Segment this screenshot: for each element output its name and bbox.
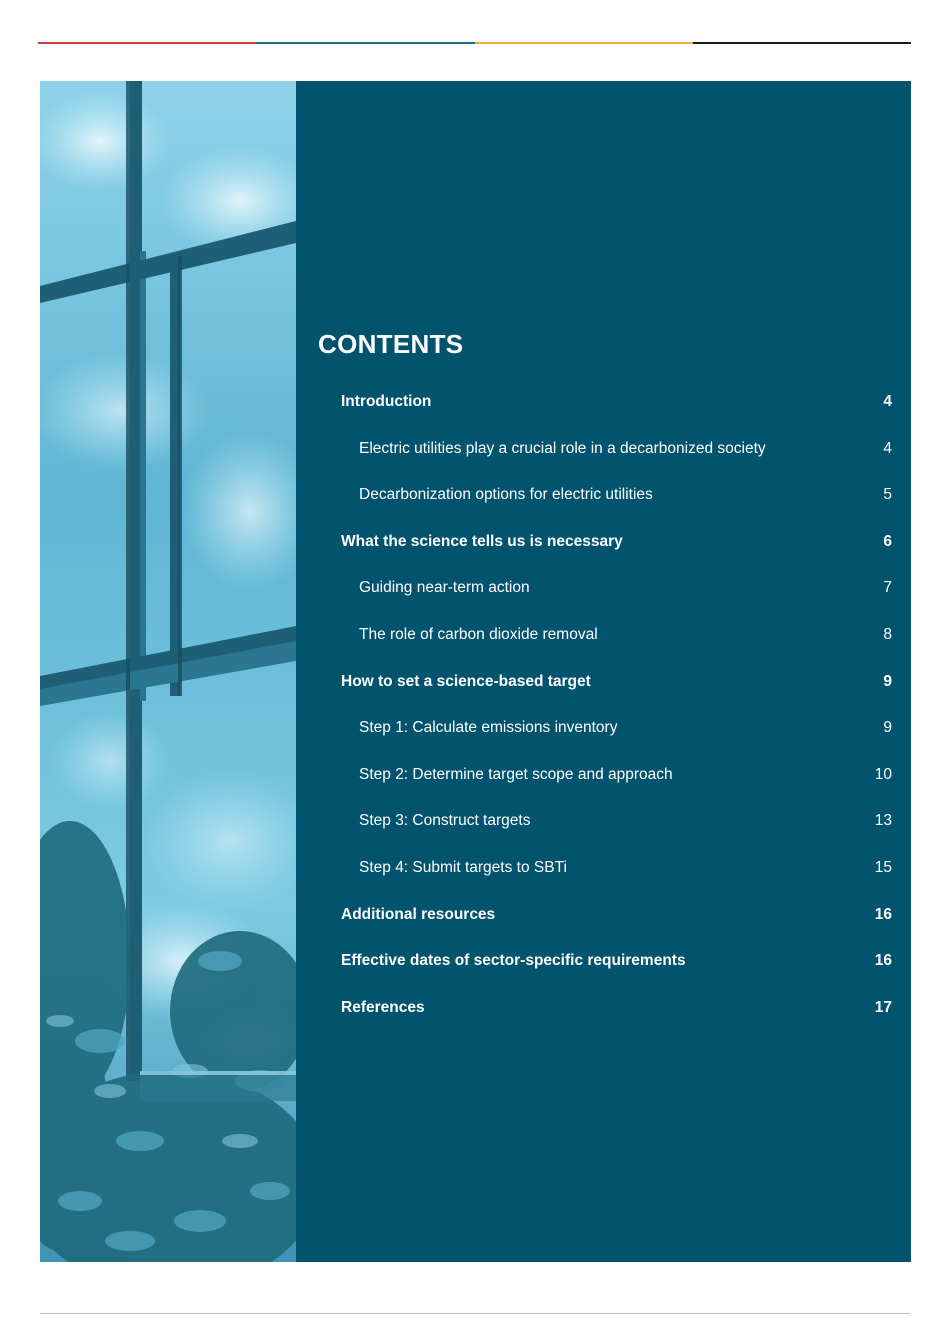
- toc-entry-label: Step 2: Determine target scope and approach: [359, 765, 673, 783]
- toc-subsection-entry[interactable]: [296, 440, 911, 487]
- toc-section-entry[interactable]: [296, 952, 911, 999]
- toc-page-number: 5: [883, 486, 892, 504]
- toc-subsection-entry[interactable]: [296, 719, 911, 766]
- toc-page-number: 15: [874, 858, 892, 876]
- table-of-contents: [296, 393, 911, 1045]
- toc-page-number: 16: [874, 905, 892, 923]
- toc-entry-label: Step 3: Construct targets: [359, 812, 531, 830]
- toc-entry-label: Step 4: Submit targets to SBTi: [359, 858, 567, 876]
- contents-title: CONTENTS: [318, 329, 464, 359]
- toc-subsection-entry[interactable]: [296, 626, 911, 673]
- top-color-rule: [38, 42, 911, 44]
- toc-entry-label: Decarbonization options for electric utilities: [359, 486, 653, 504]
- toc-entry-label: Guiding near-term action: [359, 579, 530, 597]
- toc-entry-label: Electric utilities play a crucial role in a decarbonized society: [359, 439, 766, 457]
- toc-section-entry[interactable]: [296, 533, 911, 580]
- toc-page-number: 13: [874, 812, 892, 830]
- toc-subsection-entry[interactable]: [296, 812, 911, 859]
- toc-page-number: 6: [883, 532, 892, 550]
- toc-page-number: 4: [883, 439, 892, 457]
- rule-segment-teal: [256, 42, 474, 44]
- window-plants-photo: [40, 81, 296, 1262]
- toc-section-entry[interactable]: [296, 393, 911, 440]
- toc-subsection-entry[interactable]: [296, 579, 911, 626]
- toc-section-entry[interactable]: [296, 673, 911, 720]
- toc-page-number: 9: [883, 672, 892, 690]
- toc-section-entry[interactable]: [296, 999, 911, 1046]
- toc-section-entry[interactable]: [296, 906, 911, 953]
- toc-subsection-entry[interactable]: [296, 859, 911, 906]
- rule-segment-black: [693, 42, 911, 44]
- toc-entry-label: Additional resources: [341, 905, 496, 923]
- toc-page-number: 9: [883, 719, 892, 737]
- toc-subsection-entry[interactable]: [296, 486, 911, 533]
- toc-page-number: 16: [874, 952, 892, 970]
- toc-page-number: 8: [883, 625, 892, 643]
- toc-entry-label: How to set a science-based target: [341, 672, 591, 690]
- toc-page-number: 10: [874, 765, 892, 783]
- toc-subsection-entry[interactable]: [296, 766, 911, 813]
- contents-panel: [296, 81, 911, 1262]
- toc-page-number: 7: [883, 579, 892, 597]
- rule-segment-red: [38, 42, 256, 44]
- toc-entry-label: Step 1: Calculate emissions inventory: [359, 719, 618, 737]
- bottom-divider: [40, 1313, 910, 1314]
- toc-entry-label: What the science tells us is necessary: [341, 532, 623, 550]
- toc-entry-label: Introduction: [341, 393, 432, 410]
- toc-entry-label: References: [341, 998, 425, 1016]
- toc-page-number: 17: [874, 998, 892, 1016]
- toc-page-number: 4: [883, 393, 892, 410]
- toc-entry-label: Effective dates of sector-specific requirements: [341, 952, 686, 970]
- toc-entry-label: The role of carbon dioxide removal: [359, 625, 598, 643]
- rule-segment-orange: [475, 42, 693, 44]
